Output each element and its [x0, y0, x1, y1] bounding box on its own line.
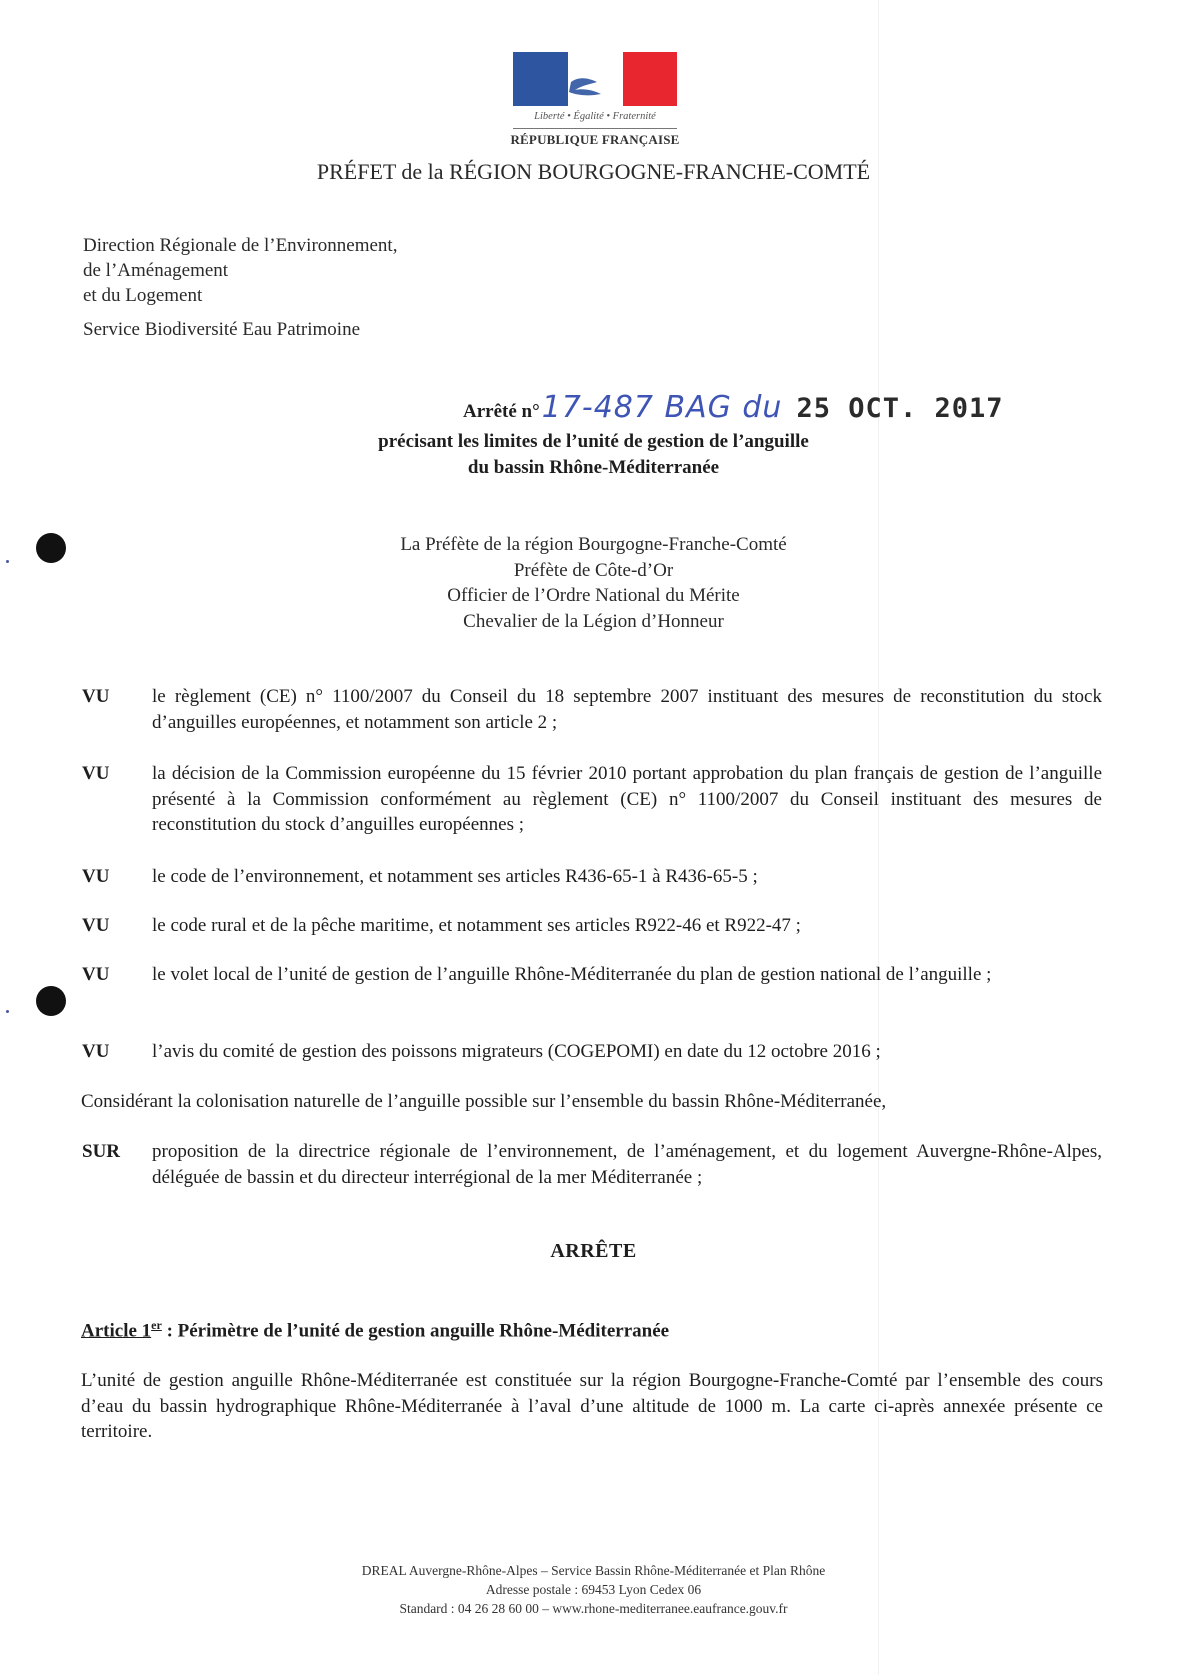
sur-text: proposition de la directrice régionale de l’environnement, de l’aménagement, et du logement Auvergne-Rhône-Alpes, déléguée de bassin et du directeur interrégional de la mer Méditerranée ; [152, 1141, 1102, 1188]
visa-text: le règlement (CE) n° 1100/2007 du Conseil du 18 septembre 2007 instituant des mesures de reconstitution du stock d’anguilles européennes, et notamment son article 2 ; [152, 686, 1102, 733]
visa-item [82, 962, 1102, 988]
footer-line: Standard : 04 26 28 60 00 – www.rhone-mediterranee.eaufrance.gouv.fr [399, 1601, 788, 1616]
visa-item [82, 684, 1102, 735]
visa-item [82, 1039, 1102, 1065]
prefete-titles [0, 532, 1187, 634]
article-ordinal: er [151, 1318, 162, 1332]
article-label: Article 1 [81, 1320, 152, 1342]
direction-line: et du Logement [83, 285, 203, 306]
arrete-number-line [463, 390, 1004, 425]
visa-item [82, 864, 1102, 890]
arrete-subtitle: précisant les limites de l’unité de gestion de l’anguille [378, 431, 809, 452]
footer-line: Adresse postale : 69453 Lyon Cedex 06 [485, 1582, 702, 1597]
punch-hole-bottom [36, 986, 66, 1016]
visa-text: le code rural et de la pêche maritime, et notamment ses articles R922-46 et R922-47 ; [152, 915, 801, 936]
visa-key: VU [82, 1041, 110, 1062]
visa-text: l’avis du comité de gestion des poissons migrateurs (COGEPOMI) en date du 12 octobre 2016 ; [152, 1041, 881, 1062]
visa-key: VU [82, 763, 110, 784]
considerant-paragraph: Considérant la colonisation naturelle de l’anguille possible sur l’ensemble du bassin Rhône-Méditerranée, [81, 1091, 887, 1112]
sur-item [82, 1139, 1102, 1190]
article-1-text: L’unité de gestion anguille Rhône-Méditerranée est constituée sur la région Bourgogne-Franche-Comté par l’ensemble des cours d’eau du bassin hydrographique Rhône-Méditerranée à l’aval d’une altitude de 1000 m. La carte ci-après annexée présente ce territoire. [81, 1370, 1103, 1442]
prefet-heading: PRÉFET de la RÉGION BOURGOGNE-FRANCHE-COMTÉ [316, 159, 871, 184]
issuing-direction [83, 233, 397, 342]
service-name: Service Biodiversité Eau Patrimoine [83, 319, 361, 340]
visa-text: la décision de la Commission européenne du 15 février 2010 portant approbation du plan français de gestion de l’anguille présenté à la Commission conformément au règlement (CE) n° 1100/2007 du Conseil instituant des mesures de reconstitution du stock d’anguilles européennes ; [152, 763, 1102, 835]
arrete-subtitle: du bassin Rhône-Méditerranée [467, 457, 720, 478]
logo-divider [513, 128, 677, 129]
visa-item [82, 761, 1102, 838]
arrete-heading: ARRÊTE [550, 1240, 637, 1262]
visa-key: VU [82, 866, 110, 887]
republic-motto: Liberté • Égalité • Fraternité [534, 111, 656, 122]
arrete-label: Arrêté n° [463, 401, 540, 422]
prefete-title-line: Préfète de Côte-d’Or [513, 559, 674, 581]
prefete-title-line: Officier de l’Ordre National du Mérite [447, 585, 740, 606]
scan-speck [6, 1010, 9, 1013]
visa-item [82, 913, 1102, 939]
direction-line: de l’Aménagement [83, 260, 229, 281]
marianne-flag-icon [513, 52, 677, 106]
prefete-title-line: La Préfète de la région Bourgogne-Franche-Comté [400, 534, 787, 555]
date-stamp: 25 OCT. 2017 [796, 393, 1004, 424]
visa-text: le code de l’environnement, et notamment ses articles R436-65-1 à R436-65-5 ; [152, 866, 758, 887]
sur-key: SUR [82, 1141, 121, 1162]
visa-key: VU [82, 686, 110, 707]
republic-name: RÉPUBLIQUE FRANÇAISE [510, 132, 680, 147]
handwritten-arrete-number: 17-487 BAG du [541, 390, 783, 425]
direction-line: Direction Régionale de l’Environnement, [83, 235, 398, 256]
article-title: : Périmètre de l’unité de gestion anguille Rhône-Méditerranée [161, 1320, 670, 1342]
page-footer [0, 1561, 1187, 1618]
visa-text: le volet local de l’unité de gestion de l’anguille Rhône-Méditerranée du plan de gestion national de l’anguille ; [152, 964, 992, 985]
visa-key: VU [82, 964, 110, 985]
visa-key: VU [82, 915, 110, 936]
article-1-heading [81, 1318, 669, 1342]
footer-line: DREAL Auvergne-Rhône-Alpes – Service Bassin Rhône-Méditerranée et Plan Rhône [361, 1563, 826, 1578]
prefete-title-line: Chevalier de la Légion d’Honneur [463, 610, 724, 632]
marianne-logo [510, 50, 680, 150]
